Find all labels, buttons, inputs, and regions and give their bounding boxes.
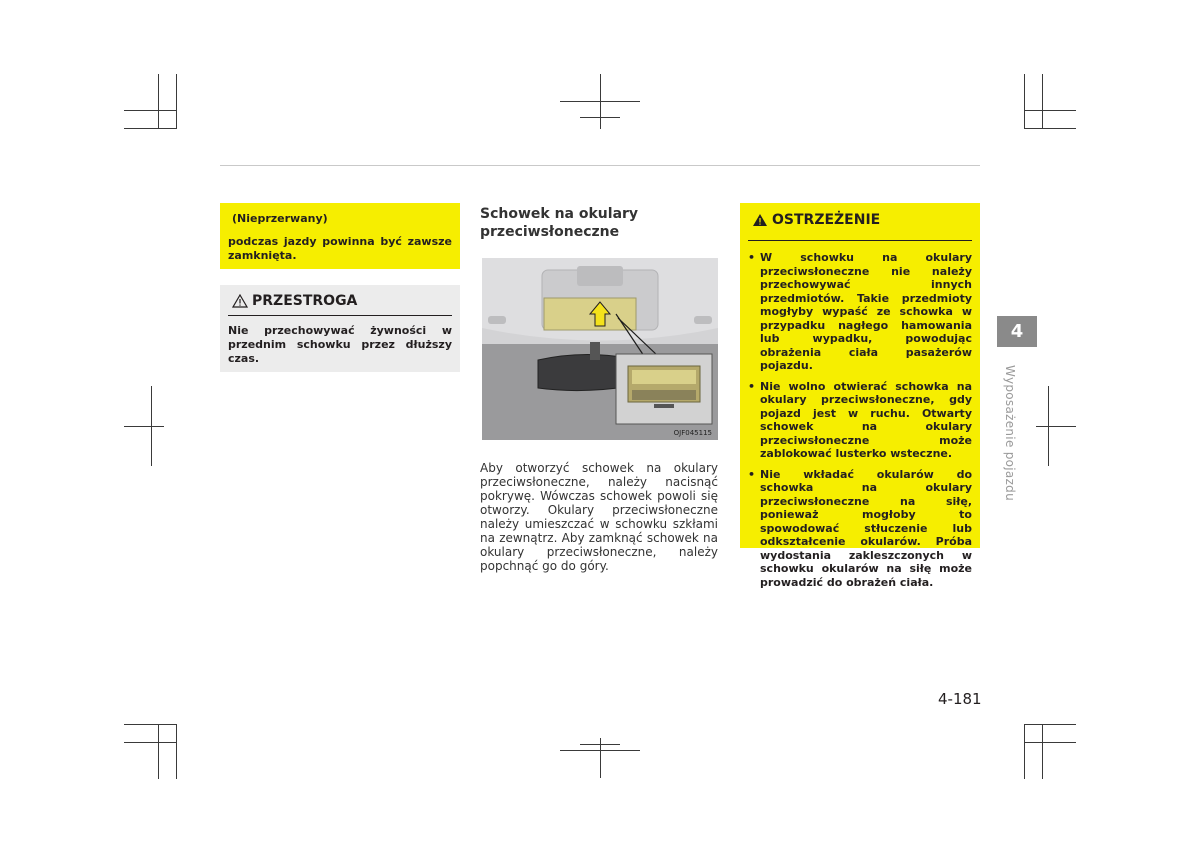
sunglass-holder-figure [482, 258, 718, 440]
warning-list [748, 251, 972, 589]
warning-triangle-icon [752, 213, 768, 227]
warning-title: OSTRZEŻENIE [772, 212, 881, 228]
warning-heading [752, 212, 880, 228]
figure-code: OJF045115 [673, 429, 712, 437]
caution-triangle-icon [232, 294, 248, 308]
chapter-label: Wyposażenie pojazdu [1003, 365, 1017, 502]
section-title: Schowek na okulary przeciwsłoneczne [480, 206, 639, 240]
continued-title: (Nieprzerwany) [232, 212, 328, 225]
chapter-tab: 4 [997, 316, 1037, 347]
header-rule [220, 165, 980, 166]
warning-box [740, 203, 980, 589]
continued-text: podczas jazdy powinna być zawsze zamknięta. [228, 235, 452, 262]
page-number: 4-181 [938, 690, 982, 708]
caution-box [220, 285, 460, 372]
caution-title: PRZESTROGA [252, 293, 358, 309]
caution-separator [228, 315, 452, 316]
warning-separator [748, 240, 972, 241]
warning-item: • Nie wkładać okularów do schowka na okulary przeciwsłoneczne na siłę, ponieważ mogłoby to spowodować stłuczenie lub odkształcenie okularów. Próba wydostania zakleszczonych w schowku okularów na siłę może prowadzić do obrażeń ciała. [748, 468, 972, 590]
caution-heading [232, 293, 357, 309]
continued-warning-box [220, 203, 460, 269]
warning-item: • Nie wolno otwierać schowka na okulary przeciwsłoneczne, gdy pojazd jest w ruchu. Otwarty schowek na okulary przeciwsłoneczne może zablokować lusterko wsteczne. [748, 380, 972, 461]
sunglass-holder-illustration [482, 258, 718, 440]
section-body: Aby otworzyć schowek na okulary przeciwsłoneczne, należy nacisnąć pokrywę. Wówczas schowek powoli się otworzy. Okulary przeciwsłoneczne należy umieszczać w schowku szkłami na zewnątrz. Aby zamknąć schowek na okulary przeciwsłoneczne, należy popchnąć go do góry. [480, 461, 718, 573]
warning-item: • W schowku na okulary przeciwsłoneczne nie należy przechowywać innych przedmiotów. Takie przedmioty mogłyby wypaść ze schowka w przypadku nagłego hamowania lub wypadku, powodując obrażenia ciała pasażerów pojazdu. [748, 251, 972, 373]
caution-text: Nie przechowywać żywności w przednim schowku przez dłuższy czas. [228, 324, 452, 365]
